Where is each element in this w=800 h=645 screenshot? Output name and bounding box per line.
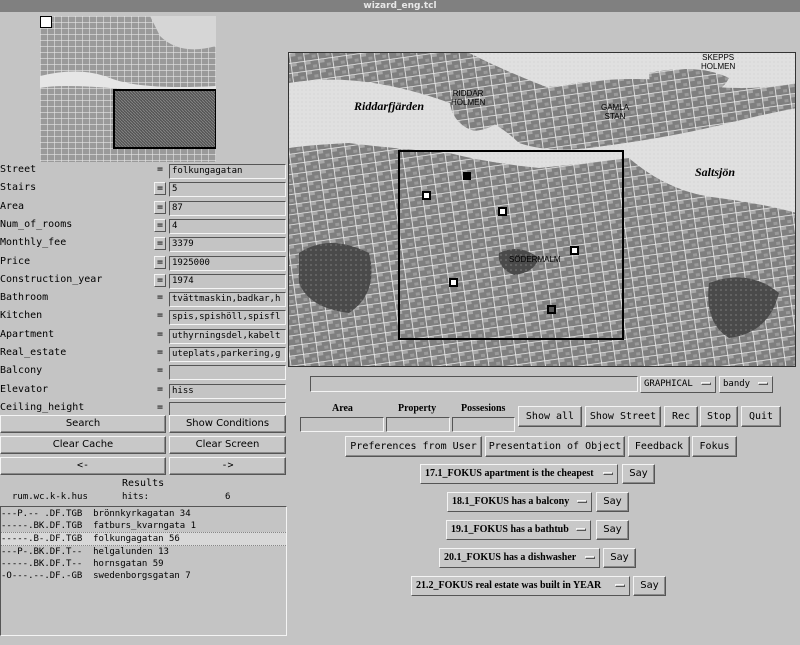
result-row[interactable]: ---P-.BK.DF.T-- helgalunden 13	[1, 547, 169, 557]
input-price[interactable]: 1925000	[169, 256, 286, 271]
input-kitchen[interactable]: spis,spishöll,spisfl	[169, 310, 286, 325]
equals-sign-bathroom: =	[156, 292, 164, 303]
label-stairs: Stairs	[0, 182, 37, 193]
label-apartment: Apartment	[0, 329, 55, 340]
stop-button[interactable]: Stop	[700, 406, 738, 427]
rec-button[interactable]: Rec	[664, 406, 698, 427]
menu-indicator-icon	[585, 556, 595, 559]
map-marker[interactable]	[548, 306, 555, 313]
input-elevator[interactable]: hiss	[169, 384, 286, 399]
show-street-button[interactable]: Show Street	[585, 406, 661, 427]
label-monthly-fee: Monthly_fee	[0, 237, 67, 248]
say-button-cheapest[interactable]: Say	[622, 464, 655, 484]
results-hits-count: 6	[225, 492, 231, 502]
overview-corner-handle[interactable]	[40, 16, 52, 28]
results-title: Results	[122, 478, 165, 489]
input-stairs[interactable]: 5	[169, 182, 286, 197]
input-num-of-rooms[interactable]: 4	[169, 219, 286, 234]
fokus-menu-balcony[interactable]	[447, 492, 592, 512]
map-marker[interactable]	[450, 279, 457, 286]
label-elevator: Elevator	[0, 384, 49, 395]
menu-indicator-icon	[577, 500, 587, 503]
map-label-sodermalm: SÖDERMALM	[509, 255, 561, 264]
fokus-menu-label: 19.1_FOKUS has a bathtub	[451, 524, 569, 535]
fokus-menu-cheapest[interactable]	[420, 464, 618, 484]
mode-menu[interactable]	[640, 376, 716, 393]
label-construction-year: Construction_year	[0, 274, 103, 285]
label-area: Area	[0, 201, 25, 212]
label-street: Street	[0, 164, 37, 175]
input-area[interactable]: 87	[169, 201, 286, 216]
map-label-saltsjon: Saltsjön	[695, 165, 736, 179]
clear-screen-button[interactable]: Clear Screen	[169, 436, 286, 454]
results-hits-label: hits:	[122, 492, 150, 502]
fokus-menu-label: 21.2_FOKUS real estate was built in YEAR	[416, 580, 602, 591]
input-monthly-fee[interactable]: 3379	[169, 237, 286, 252]
say-button-balcony[interactable]: Say	[596, 492, 629, 512]
show-conditions-button[interactable]: Show Conditions	[169, 415, 286, 433]
label-ceiling-height: Ceiling_height	[0, 402, 85, 413]
input-bathroom[interactable]: tvättmaskin,badkar,h	[169, 292, 286, 307]
search-button[interactable]: Search	[0, 415, 166, 433]
main-map[interactable]	[288, 52, 796, 367]
input-balcony[interactable]	[169, 365, 286, 380]
label-price: Price	[0, 256, 31, 267]
operator-button-stairs[interactable]: =	[154, 182, 166, 195]
next-button[interactable]: ->	[169, 457, 286, 475]
map-marker[interactable]	[571, 247, 578, 254]
map-marker[interactable]	[499, 208, 506, 215]
overview-map[interactable]	[40, 16, 216, 162]
menu-indicator-icon	[576, 528, 586, 531]
menu-indicator-icon	[603, 472, 613, 475]
map-label-riddarholmen: RIDDAR HOLMEN	[451, 89, 486, 107]
style-menu[interactable]	[719, 376, 773, 393]
style-menu-value: bandy	[723, 379, 751, 389]
label-balcony: Balcony	[0, 365, 43, 376]
label-bathroom: Bathroom	[0, 292, 49, 303]
equals-sign-apartment: =	[156, 329, 164, 340]
status-field[interactable]	[310, 376, 638, 392]
menu-indicator-icon	[615, 584, 625, 587]
fokus-menu-dishwasher[interactable]	[439, 548, 600, 568]
input-street[interactable]: folkungagatan	[169, 164, 286, 179]
fokus-menu-bathtub[interactable]	[446, 520, 591, 540]
results-list[interactable]	[0, 506, 287, 636]
mode-menu-value: GRAPHICAL	[644, 379, 693, 389]
operator-button-area[interactable]: =	[154, 201, 166, 214]
equals-sign-elevator: =	[156, 384, 164, 395]
operator-button-monthly-fee[interactable]: =	[154, 237, 166, 250]
fokus-menu-label: 18.1_FOKUS has a balcony	[452, 496, 570, 507]
input-construction-year[interactable]: 1974	[169, 274, 286, 289]
say-button-dishwasher[interactable]: Say	[603, 548, 636, 568]
operator-button-price[interactable]: =	[154, 256, 166, 269]
map-label-gamla-stan: GAMLA STAN	[601, 103, 630, 121]
say-button-bathtub[interactable]: Say	[596, 520, 629, 540]
fokus-button[interactable]: Fokus	[692, 436, 737, 457]
label-real-estate: Real_estate	[0, 347, 67, 358]
fokus-menu-built-year[interactable]	[411, 576, 630, 596]
equals-sign-balcony: =	[156, 365, 164, 376]
previous-button[interactable]: <-	[0, 457, 166, 475]
clear-cache-button[interactable]: Clear Cache	[0, 436, 166, 454]
fokus-menu-label: 17.1_FOKUS apartment is the cheapest	[425, 468, 594, 479]
possessions-column-label: Possesions	[461, 403, 506, 414]
presentation-button[interactable]: Presentation of Object	[485, 436, 625, 457]
equals-sign-real-estate: =	[156, 347, 164, 358]
preferences-button[interactable]: Preferences from User	[345, 436, 482, 457]
area-column-label: Area	[332, 403, 353, 414]
window-title: wizard_eng.tcl	[0, 0, 800, 12]
map-marker-selected[interactable]	[463, 172, 471, 180]
possessions-field[interactable]	[452, 417, 515, 432]
fokus-menu-label: 20.1_FOKUS has a dishwasher	[444, 552, 577, 563]
map-label-skeppsholmen: SKEPPS HOLMEN	[701, 53, 736, 71]
quit-button[interactable]: Quit	[741, 406, 781, 427]
map-marker[interactable]	[423, 192, 430, 199]
say-button-built-year[interactable]: Say	[633, 576, 666, 596]
result-row[interactable]: -----.BK.DF.T-- hornsgatan 59	[1, 559, 164, 569]
overview-map-image	[40, 16, 216, 162]
operator-button-construction-year[interactable]: =	[154, 274, 166, 287]
result-row[interactable]: -----.BK.DF.TGB fatburs_kvarngata 1	[1, 521, 197, 531]
feedback-button[interactable]: Feedback	[628, 436, 690, 457]
area-field[interactable]	[300, 417, 384, 432]
label-kitchen: Kitchen	[0, 310, 43, 321]
equals-sign-ceiling-height: =	[156, 402, 164, 413]
input-real-estate[interactable]: uteplats,parkering,g	[169, 347, 286, 362]
equals-sign-kitchen: =	[156, 310, 164, 321]
result-row[interactable]: -----.B-.DF.TGB folkungagatan 56	[1, 532, 286, 546]
result-row[interactable]: ---P.-- .DF.TGB brönnkyrkagatan 34	[1, 509, 191, 519]
map-label-riddarfjarden: Riddarfjärden	[354, 99, 425, 113]
menu-indicator-icon	[701, 382, 711, 385]
show-all-button[interactable]: Show all	[518, 406, 582, 427]
property-column-label: Property	[398, 403, 437, 414]
label-num-of-rooms: Num_of_rooms	[0, 219, 73, 230]
results-database: rum.wc.k-k.hus	[12, 492, 88, 502]
operator-button-num-of-rooms[interactable]: =	[154, 219, 166, 232]
property-field[interactable]	[386, 417, 450, 432]
result-row[interactable]: -O---.--.DF.-GB swedenborgsgatan 7	[1, 571, 191, 581]
input-apartment[interactable]: uthyrningsdel,kabelt	[169, 329, 286, 344]
menu-indicator-icon	[758, 382, 768, 385]
equals-sign-street: =	[156, 164, 164, 175]
